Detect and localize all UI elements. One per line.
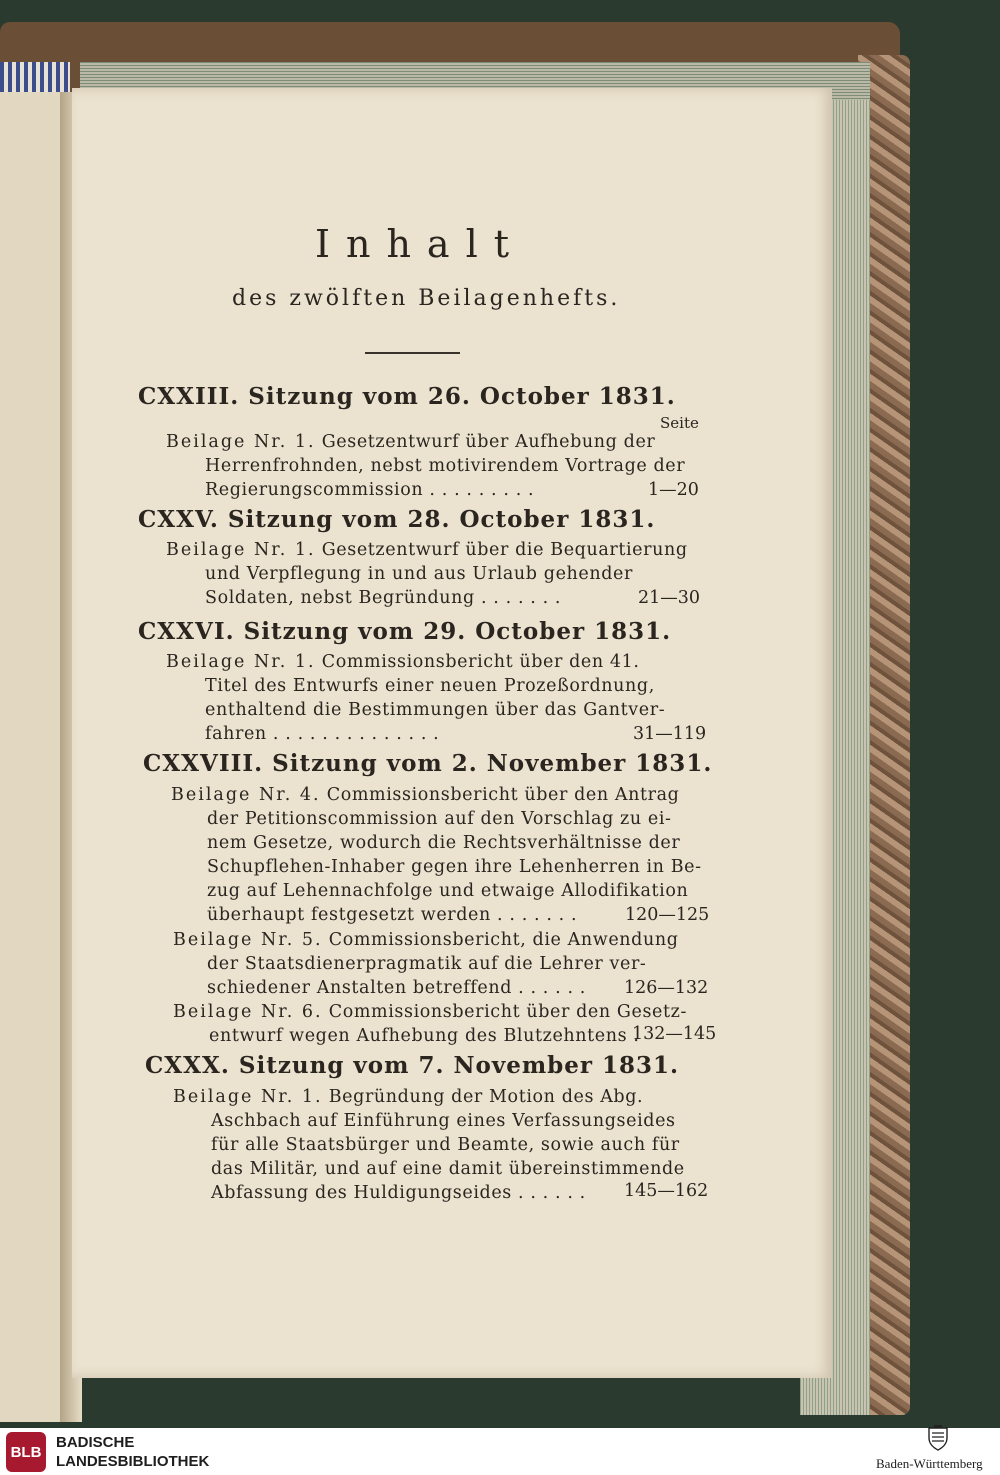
section-heading: CXXVI. Sitzung vom 29. October 1831. — [138, 618, 672, 645]
entry-line: der Petitionscommission auf den Vorschlag zu ei- — [207, 809, 672, 829]
library-name-line1: BADISCHE — [56, 1434, 135, 1451]
section-heading: CXXIII. Sitzung vom 26. October 1831. — [138, 383, 676, 410]
library-name-line2: LANDESBIBLIOTHEK — [56, 1453, 210, 1470]
library-name[interactable] — [56, 1433, 209, 1471]
entry-line: Herrenfrohnden, nebst motivirendem Vortrage der — [205, 456, 686, 476]
page-range: 126—132 — [624, 978, 709, 998]
page-subtitle: des zwölften Beilagenhefts. — [232, 286, 621, 311]
entry-label: Beilage Nr. 5. Commissionsbericht, die Anwendung — [173, 930, 679, 950]
section-heading: CXXX. Sitzung vom 7. November 1831. — [145, 1052, 680, 1079]
page-range: 31—119 — [633, 724, 707, 744]
entry-line: Abfassung des Huldigungseides . . . . . . — [211, 1183, 586, 1203]
entry-label: Beilage Nr. 1. Begründung der Motion des Abg. — [173, 1087, 644, 1107]
entry-line: entwurf wegen Aufhebung des Blutzehntens . — [209, 1026, 640, 1046]
entry-label: Beilage Nr. 1. Gesetzentwurf über die Bequartierung — [166, 540, 688, 560]
page-range: 132—145 — [632, 1024, 717, 1044]
entry-line: Soldaten, nebst Begründung . . . . . . . — [205, 588, 562, 608]
entry-line: Titel des Entwurfs einer neuen Prozeßordnung, — [205, 676, 655, 696]
entry-line: Schupflehen-Inhaber gegen ihre Lehenherren in Be- — [207, 857, 702, 877]
entry-line: fahren . . . . . . . . . . . . . . — [205, 724, 440, 744]
page-range: 1—20 — [648, 480, 699, 500]
section-heading: CXXVIII. Sitzung vom 2. November 1831. — [143, 750, 713, 777]
entry-label: Beilage Nr. 4. Commissionsbericht über den Antrag — [171, 785, 680, 805]
entry-label: Beilage Nr. 1. Commissionsbericht über den 41. — [166, 652, 640, 672]
page-range: 21—30 — [638, 588, 701, 608]
entry-line: zug auf Lehennachfolge und etwaige Allodifikation — [207, 881, 689, 901]
entry-label: Beilage Nr. 6. Commissionsbericht über den Gesetz- — [173, 1002, 687, 1022]
entry-line: Regierungscommission . . . . . . . . . — [205, 480, 535, 500]
page-column-label: Seite — [660, 414, 699, 432]
entry-line: nem Gesetze, wodurch die Rechtsverhältnisse der — [207, 833, 681, 853]
entry-line: enthaltend die Bestimmungen über das Gantver- — [205, 700, 666, 720]
region-label: Baden-Württemberg — [876, 1456, 983, 1471]
entry-line: schiedener Anstalten betreffend . . . . . . — [207, 978, 586, 998]
section-heading: CXXV. Sitzung vom 28. October 1831. — [138, 506, 656, 533]
entry-line: überhaupt festgesetzt werden . . . . . . . — [207, 905, 578, 925]
blb-logo[interactable]: BLB — [6, 1432, 46, 1472]
entry-line: und Verpflegung in und aus Urlaub gehender — [205, 564, 633, 584]
entry-line: der Staatsdienerpragmatik auf die Lehrer ver- — [207, 954, 647, 974]
entry-line: das Militär, und auf eine damit übereinstimmende — [211, 1159, 685, 1179]
page-range: 120—125 — [625, 905, 710, 925]
entry-line: Aschbach auf Einführung eines Verfassungseides — [211, 1111, 676, 1131]
coat-of-arms-icon — [927, 1425, 949, 1451]
page-title: Inhalt — [314, 222, 526, 266]
title-divider — [365, 352, 460, 354]
entry-line: für alle Staatsbürger und Beamte, sowie auch für — [211, 1135, 680, 1155]
entry-label: Beilage Nr. 1. Gesetzentwurf über Aufhebung der — [166, 432, 656, 452]
page-range: 145—162 — [624, 1181, 709, 1201]
